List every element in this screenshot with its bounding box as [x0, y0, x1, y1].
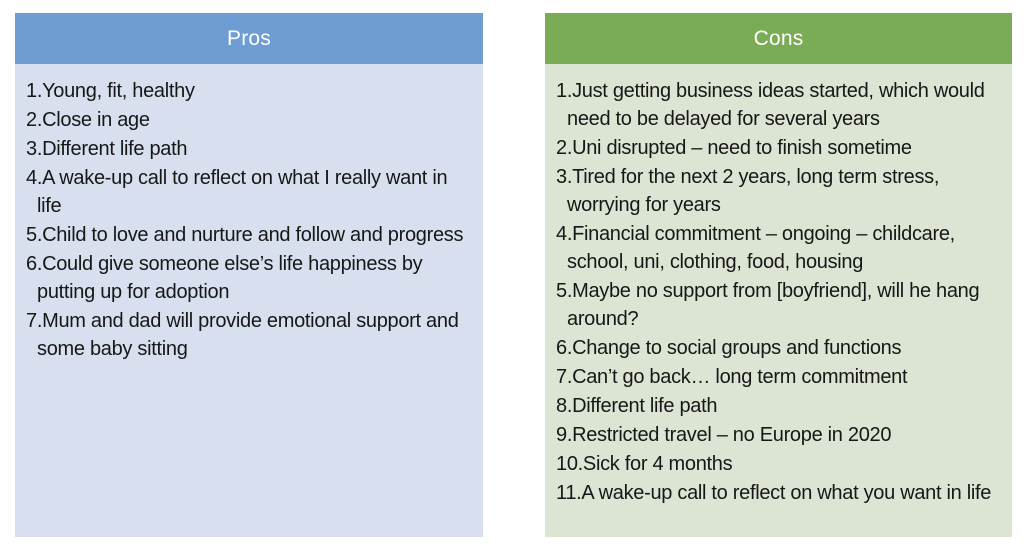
- cons-header: [545, 13, 1012, 64]
- list-item: 1.Young, fit, healthy: [26, 80, 195, 102]
- list-item: 7.Can’t go back… long term commitment: [556, 366, 908, 388]
- list-item: 3.Tired for the next 2 years, long term stress, worrying for years: [556, 166, 940, 216]
- list-item: 8.Different life path: [556, 395, 718, 417]
- cons-list: [556, 77, 1004, 507]
- list-item: 11.A wake-up call to reflect on what you want in life: [556, 482, 992, 504]
- list-item: 9.Restricted travel – no Europe in 2020: [556, 424, 892, 446]
- list-item: 5.Maybe no support from [boyfriend], will he hang around?: [556, 280, 980, 330]
- list-item: 6.Change to social groups and functions: [556, 337, 902, 359]
- pros-list: [26, 77, 475, 363]
- list-item: 4.Financial commitment – ongoing – childcare, school, uni, clothing, food, housing: [556, 223, 955, 273]
- cons-title: Cons: [753, 26, 804, 50]
- list-item: 6.Could give someone else’s life happiness by putting up for adoption: [26, 253, 423, 303]
- list-item: 2.Close in age: [26, 109, 150, 131]
- list-item: 5.Child to love and nurture and follow and progress: [26, 224, 464, 246]
- list-item: 2.Uni disrupted – need to finish sometime: [556, 137, 912, 159]
- cons-body: [545, 64, 1012, 537]
- cons-column: [545, 13, 1012, 537]
- list-item: 3.Different life path: [26, 138, 188, 160]
- list-item: 4.A wake-up call to reflect on what I really want in life: [26, 167, 448, 217]
- pros-body: [15, 64, 483, 537]
- pros-column: [15, 13, 483, 537]
- list-item: 1.Just getting business ideas started, which would need to be delayed for several years: [556, 80, 985, 130]
- list-item: 7.Mum and dad will provide emotional support and some baby sitting: [26, 310, 459, 360]
- pros-header: [15, 13, 483, 64]
- list-item: 10.Sick for 4 months: [556, 453, 733, 475]
- pros-title: Pros: [227, 26, 271, 50]
